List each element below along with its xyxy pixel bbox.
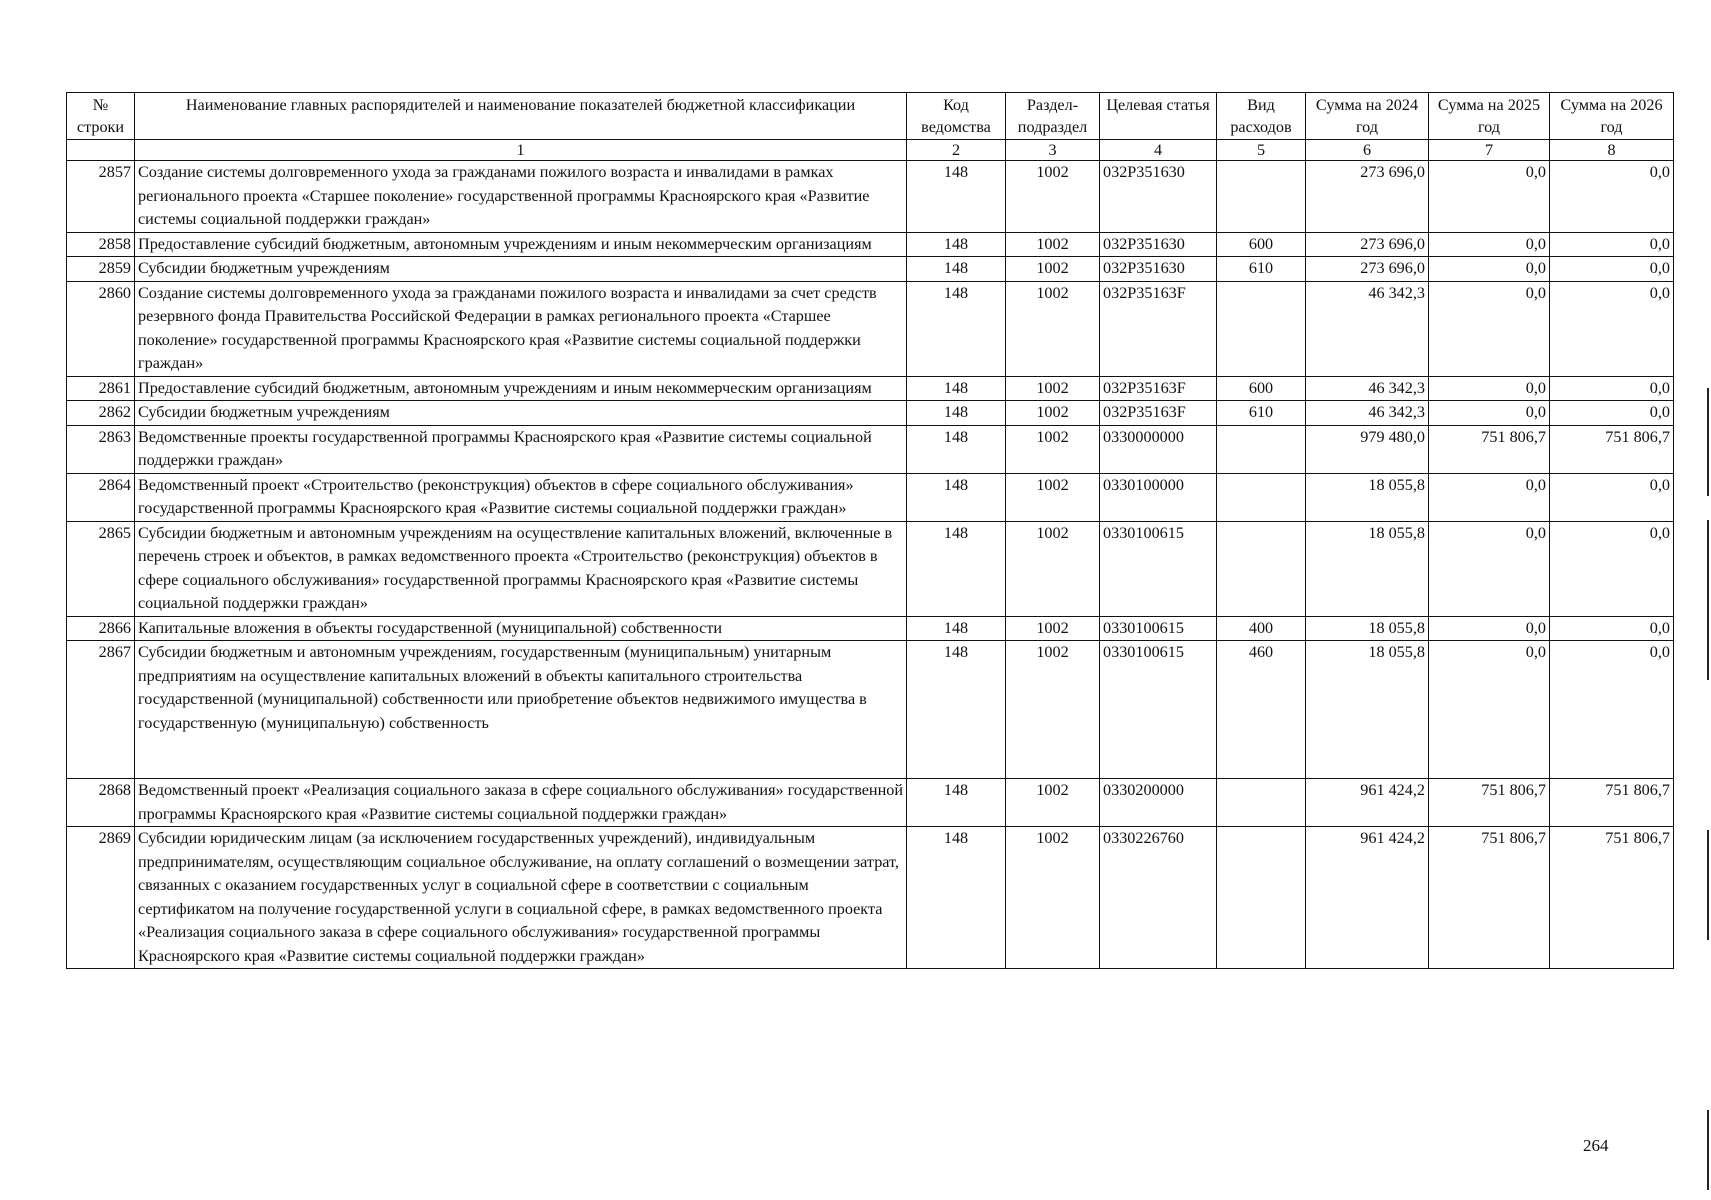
row-sum-2024: 979 480,0: [1306, 425, 1429, 473]
column-number-blank: [67, 140, 135, 161]
row-sum-2024: 18 055,8: [1306, 641, 1429, 779]
row-sum-2026: 751 806,7: [1550, 827, 1674, 969]
row-name: Ведомственные проекты государственной программы Красноярского края «Развитие системы социальной поддержки граждан»: [135, 425, 907, 473]
row-number: 2860: [67, 281, 135, 376]
row-exp-type: 400: [1217, 616, 1306, 641]
column-number: 7: [1429, 140, 1550, 161]
row-number: 2859: [67, 257, 135, 282]
row-dept-code: 148: [907, 827, 1006, 969]
row-number: 2858: [67, 232, 135, 257]
table-body: [67, 161, 1674, 969]
row-sum-2025: 0,0: [1429, 641, 1550, 779]
row-target: 0330100000: [1100, 473, 1217, 521]
row-sum-2026: 0,0: [1550, 401, 1674, 426]
column-number: 2: [907, 140, 1006, 161]
row-number: 2862: [67, 401, 135, 426]
row-sum-2025: 0,0: [1429, 521, 1550, 616]
row-dept-code: 148: [907, 616, 1006, 641]
table-row: [67, 401, 1674, 426]
row-target: 032P351630: [1100, 232, 1217, 257]
table-row: [67, 425, 1674, 473]
table-row: [67, 473, 1674, 521]
row-sum-2026: 0,0: [1550, 473, 1674, 521]
table-row: [67, 616, 1674, 641]
row-name: Капитальные вложения в объекты государственной (муниципальной) собственности: [135, 616, 907, 641]
row-target: 0330100615: [1100, 641, 1217, 779]
row-number: 2868: [67, 779, 135, 827]
row-sum-2026: 0,0: [1550, 232, 1674, 257]
row-target: 0330100615: [1100, 616, 1217, 641]
table-row: [67, 827, 1674, 969]
row-sum-2026: 751 806,7: [1550, 779, 1674, 827]
row-section: 1002: [1006, 425, 1100, 473]
row-dept-code: 148: [907, 641, 1006, 779]
table-row: [67, 521, 1674, 616]
row-sum-2025: 0,0: [1429, 616, 1550, 641]
row-exp-type: [1217, 473, 1306, 521]
column-number: 6: [1306, 140, 1429, 161]
row-name: Ведомственный проект «Реализация социального заказа в сфере социального обслуживания» государственной программы Красноярского края «Развитие системы социальной поддержки граждан»: [135, 779, 907, 827]
header-row: [67, 93, 1674, 140]
row-sum-2024: 273 696,0: [1306, 257, 1429, 282]
row-number: 2866: [67, 616, 135, 641]
row-name: Субсидии бюджетным учреждениям: [135, 257, 907, 282]
row-name: Субсидии юридическим лицам (за исключением государственных учреждений), индивидуальным предпринимателям, осуществляющим социальное обслуживание, на оплату соглашений о возмещении затрат, связанных с оказанием государственных услуг в социальной сфере в соответствии с социальным сертификатом на получение государственной услуги в социальной сфере, в рамках ведомственного проекта «Реализация социального заказа в сфере социального обслуживания» государственной программы Красноярского края «Развитие системы социальной поддержки граждан»: [135, 827, 907, 969]
row-target: 032P35163F: [1100, 376, 1217, 401]
row-dept-code: 148: [907, 401, 1006, 426]
row-sum-2024: 18 055,8: [1306, 616, 1429, 641]
row-sum-2024: 18 055,8: [1306, 473, 1429, 521]
row-name: Субсидии бюджетным и автономным учреждениям, государственным (муниципальным) унитарным предприятиям на осуществление капитальных вложений в объекты капитального строительства государственной (муниципальной) собственности или приобретение объектов недвижимого имущества в государственную (муниципальную) собственность: [135, 641, 907, 779]
row-dept-code: 148: [907, 779, 1006, 827]
row-name: Предоставление субсидий бюджетным, автономным учреждениям и иным некоммерческим организациям: [135, 232, 907, 257]
row-sum-2026: 751 806,7: [1550, 425, 1674, 473]
header-section: Раздел-подраздел: [1006, 93, 1100, 140]
row-sum-2024: 46 342,3: [1306, 376, 1429, 401]
row-section: 1002: [1006, 616, 1100, 641]
row-exp-type: [1217, 779, 1306, 827]
row-section: 1002: [1006, 401, 1100, 426]
table-header: [67, 93, 1674, 161]
row-dept-code: 148: [907, 232, 1006, 257]
column-number: 1: [135, 140, 907, 161]
row-exp-type: 610: [1217, 401, 1306, 426]
budget-table: [66, 92, 1674, 969]
row-sum-2024: 46 342,3: [1306, 281, 1429, 376]
row-dept-code: 148: [907, 281, 1006, 376]
row-target: 032P351630: [1100, 161, 1217, 233]
row-dept-code: 148: [907, 473, 1006, 521]
row-sum-2025: 0,0: [1429, 473, 1550, 521]
row-sum-2025: 0,0: [1429, 232, 1550, 257]
row-name: Субсидии бюджетным учреждениям: [135, 401, 907, 426]
row-exp-type: [1217, 281, 1306, 376]
scan-edge-mark: [1707, 1110, 1709, 1190]
header-sum-2024: Сумма на 2024 год: [1306, 93, 1429, 140]
row-number: 2861: [67, 376, 135, 401]
row-section: 1002: [1006, 827, 1100, 969]
row-target: 032P35163F: [1100, 281, 1217, 376]
row-target: 0330100615: [1100, 521, 1217, 616]
table-row: [67, 641, 1674, 779]
row-sum-2024: 273 696,0: [1306, 161, 1429, 233]
row-name: Создание системы долговременного ухода за гражданами пожилого возраста и инвалидами в рамках регионального проекта «Старшее поколение» государственной программы Красноярского края «Развитие системы социальной поддержки граждан»: [135, 161, 907, 233]
row-number: 2867: [67, 641, 135, 779]
table-row: [67, 779, 1674, 827]
page-number: 264: [1583, 1136, 1609, 1155]
header-dept-code: Код ведомства: [907, 93, 1006, 140]
row-target: 032P351630: [1100, 257, 1217, 282]
row-sum-2025: 751 806,7: [1429, 425, 1550, 473]
row-section: 1002: [1006, 641, 1100, 779]
row-exp-type: 460: [1217, 641, 1306, 779]
row-name: Предоставление субсидий бюджетным, автономным учреждениям и иным некоммерческим организациям: [135, 376, 907, 401]
row-sum-2024: 961 424,2: [1306, 779, 1429, 827]
row-section: 1002: [1006, 257, 1100, 282]
row-sum-2024: 273 696,0: [1306, 232, 1429, 257]
row-section: 1002: [1006, 521, 1100, 616]
row-dept-code: 148: [907, 425, 1006, 473]
row-section: 1002: [1006, 232, 1100, 257]
row-dept-code: 148: [907, 521, 1006, 616]
row-number: 2865: [67, 521, 135, 616]
row-sum-2025: 751 806,7: [1429, 779, 1550, 827]
header-name: Наименование главных распорядителей и наименование показателей бюджетной классификации: [135, 93, 907, 140]
column-number: 8: [1550, 140, 1674, 161]
row-sum-2024: 46 342,3: [1306, 401, 1429, 426]
row-sum-2026: 0,0: [1550, 521, 1674, 616]
row-dept-code: 148: [907, 376, 1006, 401]
table-row: [67, 232, 1674, 257]
row-sum-2025: 0,0: [1429, 281, 1550, 376]
header-row-no: № строки: [67, 93, 135, 140]
row-sum-2025: 0,0: [1429, 401, 1550, 426]
row-name: Субсидии бюджетным и автономным учреждениям на осуществление капитальных вложений, включенные в перечень строек и объектов, в рамках ведомственного проекта «Строительство (реконструкция) объектов в сфере социального обслуживания» государственной программы Красноярского края «Развитие системы социальной поддержки граждан»: [135, 521, 907, 616]
row-number: 2864: [67, 473, 135, 521]
row-exp-type: [1217, 521, 1306, 616]
header-exp-type: Вид расходов: [1217, 93, 1306, 140]
table-row: [67, 281, 1674, 376]
row-sum-2025: 751 806,7: [1429, 827, 1550, 969]
row-sum-2025: 0,0: [1429, 161, 1550, 233]
row-section: 1002: [1006, 281, 1100, 376]
row-section: 1002: [1006, 376, 1100, 401]
row-section: 1002: [1006, 779, 1100, 827]
row-target: 032P35163F: [1100, 401, 1217, 426]
row-sum-2026: 0,0: [1550, 641, 1674, 779]
scan-edge-mark: [1707, 830, 1709, 940]
column-number: 4: [1100, 140, 1217, 161]
row-number: 2857: [67, 161, 135, 233]
row-exp-type: 610: [1217, 257, 1306, 282]
header-sum-2026: Сумма на 2026 год: [1550, 93, 1674, 140]
column-number-row: [67, 140, 1674, 161]
row-name: Создание системы долговременного ухода за гражданами пожилого возраста и инвалидами за счет средств резервного фонда Правительства Российской Федерации в рамках регионального проекта «Старшее поколение» государственной программы Красноярского края «Развитие системы социальной поддержки граждан»: [135, 281, 907, 376]
row-name: Ведомственный проект «Строительство (реконструкция) объектов в сфере социального обслуживания» государственной программы Красноярского края «Развитие системы социальной поддержки граждан»: [135, 473, 907, 521]
scan-edge-mark: [1707, 520, 1709, 680]
row-dept-code: 148: [907, 257, 1006, 282]
row-exp-type: [1217, 827, 1306, 969]
row-sum-2024: 18 055,8: [1306, 521, 1429, 616]
row-sum-2026: 0,0: [1550, 257, 1674, 282]
row-section: 1002: [1006, 161, 1100, 233]
row-sum-2026: 0,0: [1550, 376, 1674, 401]
header-sum-2025: Сумма на 2025 год: [1429, 93, 1550, 140]
row-sum-2026: 0,0: [1550, 616, 1674, 641]
row-number: 2863: [67, 425, 135, 473]
row-exp-type: 600: [1217, 376, 1306, 401]
row-exp-type: [1217, 161, 1306, 233]
row-sum-2025: 0,0: [1429, 376, 1550, 401]
row-sum-2026: 0,0: [1550, 281, 1674, 376]
row-number: 2869: [67, 827, 135, 969]
row-sum-2026: 0,0: [1550, 161, 1674, 233]
column-number: 3: [1006, 140, 1100, 161]
scan-edge-mark: [1707, 388, 1709, 496]
row-section: 1002: [1006, 473, 1100, 521]
table-row: [67, 376, 1674, 401]
row-exp-type: [1217, 425, 1306, 473]
row-sum-2025: 0,0: [1429, 257, 1550, 282]
row-exp-type: 600: [1217, 232, 1306, 257]
row-sum-2024: 961 424,2: [1306, 827, 1429, 969]
row-dept-code: 148: [907, 161, 1006, 233]
table-row: [67, 257, 1674, 282]
header-target: Целевая статья: [1100, 93, 1217, 140]
table-row: [67, 161, 1674, 233]
row-target: 0330226760: [1100, 827, 1217, 969]
column-number: 5: [1217, 140, 1306, 161]
row-target: 0330200000: [1100, 779, 1217, 827]
row-target: 0330000000: [1100, 425, 1217, 473]
